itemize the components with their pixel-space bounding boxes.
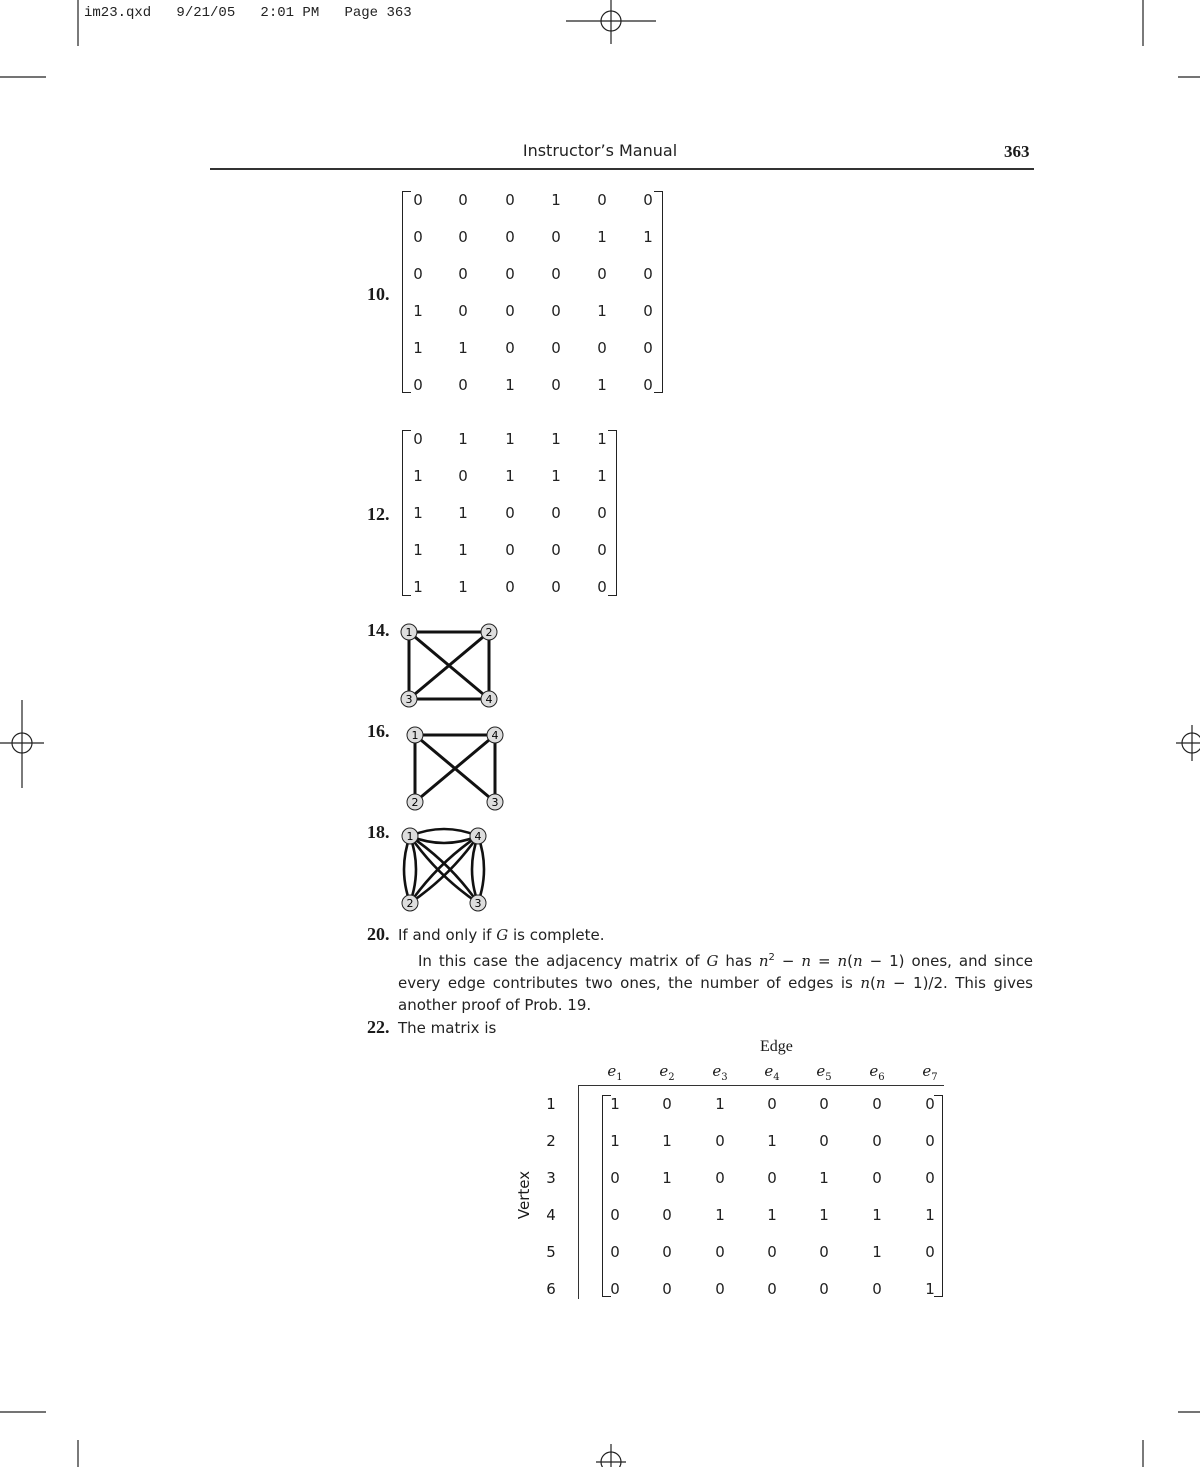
matrix-12-cell: 0 — [458, 467, 468, 485]
incidence-matrix-cell: 0 — [872, 1132, 882, 1150]
matrix-10-cell: 1 — [597, 228, 607, 246]
problem-20-answer — [398, 924, 1038, 946]
graph-14-vertex-2 — [481, 624, 497, 640]
graph-16-vertex-4 — [487, 727, 503, 743]
incidence-matrix-cell: 0 — [610, 1280, 620, 1298]
graph-16-vertex-4-label: 4 — [491, 729, 499, 742]
vertex-row-label: 1 — [546, 1095, 556, 1113]
incidence-matrix-cell: 1 — [662, 1169, 672, 1187]
matrix-12-cell: 0 — [597, 504, 607, 522]
graph-18-edge-1-3-b — [410, 836, 478, 903]
edge-index: 4 — [773, 1072, 780, 1083]
p20-t4: n — [758, 952, 769, 970]
matrix-10-cell: 0 — [505, 228, 515, 246]
incidence-matrix-cell: 0 — [662, 1206, 672, 1224]
edge-index: 7 — [931, 1072, 938, 1083]
matrix-12-cell: 1 — [458, 578, 468, 596]
p20-line1-a: If and only if — [398, 926, 497, 944]
incidence-matrix-cell: 0 — [819, 1132, 829, 1150]
matrix-10-cell: 0 — [505, 302, 515, 320]
incidence-matrix-cell: 0 — [925, 1169, 935, 1187]
matrix-10-cell: 0 — [413, 265, 423, 283]
graph-14-vertex-2-label: 2 — [485, 626, 493, 639]
p20-t13: n — [860, 974, 871, 992]
matrix-12-cell: 1 — [505, 467, 515, 485]
p20-t5: 2 — [768, 952, 775, 963]
incidence-matrix-cell: 1 — [925, 1206, 935, 1224]
p20-t10: ( — [847, 952, 854, 970]
incidence-matrix-cell: 0 — [872, 1095, 882, 1113]
p20-t2: G — [706, 952, 719, 970]
incidence-matrix-cell: 0 — [925, 1132, 935, 1150]
incidence-top-rule — [578, 1085, 944, 1086]
graph-18-edge-1-2-b — [410, 836, 416, 903]
graph-14 — [390, 615, 510, 715]
edge-index: 5 — [825, 1072, 832, 1083]
incidence-matrix-cell: 0 — [715, 1280, 725, 1298]
graph-14-vertex-4-label: 4 — [485, 693, 493, 706]
graph-18-vertex-1 — [402, 828, 418, 844]
p20-t15: n — [875, 974, 886, 992]
matrix-22-right-bracket — [934, 1095, 943, 1297]
p20-line1-b: is complete. — [508, 926, 605, 944]
graph-18-edge-4-2-b — [410, 836, 478, 903]
p20-t8: = — [811, 952, 838, 970]
registration-mark-right — [1176, 725, 1200, 761]
matrix-12-cell: 1 — [458, 504, 468, 522]
incidence-matrix-cell: 0 — [715, 1132, 725, 1150]
graph-18-edge-1-3-a — [410, 836, 478, 903]
incidence-matrix-cell: 1 — [767, 1132, 777, 1150]
matrix-10-right-bracket — [654, 191, 663, 393]
graph-18-vertex-4 — [470, 828, 486, 844]
vertex-row-label: 5 — [546, 1243, 556, 1261]
p20-t7: n — [801, 952, 812, 970]
edge-index: 3 — [721, 1072, 728, 1083]
matrix-12-cell: 1 — [597, 467, 607, 485]
incidence-matrix-cell: 0 — [715, 1243, 725, 1261]
edge-column-header — [757, 1062, 787, 1083]
incidence-matrix-cell: 0 — [715, 1169, 725, 1187]
incidence-matrix-cell: 0 — [819, 1243, 829, 1261]
problem-20-explanation — [398, 947, 1033, 1016]
p20-t3: has — [718, 952, 759, 970]
incidence-matrix-cell: 0 — [610, 1169, 620, 1187]
matrix-10-cell: 0 — [551, 228, 561, 246]
graph-18-vertex-3 — [470, 895, 486, 911]
matrix-12-cell: 1 — [551, 430, 561, 448]
incidence-matrix-cell: 0 — [767, 1095, 777, 1113]
matrix-12-cell: 0 — [551, 578, 561, 596]
edge-letter: e — [869, 1062, 879, 1080]
problem-20-label: 20. — [367, 924, 390, 944]
matrix-10-cell: 0 — [551, 376, 561, 394]
vertex-axis-title: Vertex — [515, 1170, 533, 1220]
matrix-10-cell: 1 — [643, 228, 653, 246]
matrix-10-cell: 0 — [413, 228, 423, 246]
vertex-row-label: 4 — [546, 1206, 556, 1224]
graph-16-vertex-1 — [407, 727, 423, 743]
incidence-matrix-cell: 1 — [610, 1132, 620, 1150]
vertex-row-label: 6 — [546, 1280, 556, 1298]
matrix-10-cell: 0 — [458, 228, 468, 246]
edge-letter: e — [764, 1062, 774, 1080]
incidence-matrix-cell: 1 — [819, 1169, 829, 1187]
matrix-10-cell: 0 — [551, 339, 561, 357]
p20-t9: n — [837, 952, 848, 970]
graph-18-edge-4-3-b — [472, 836, 478, 903]
problem-22-intro: The matrix is — [398, 1019, 497, 1037]
matrix-12-cell: 0 — [505, 504, 515, 522]
graph-18 — [390, 818, 500, 918]
matrix-10-cell: 0 — [505, 265, 515, 283]
p20-t11: n — [853, 952, 863, 970]
graph-18-edge-1-4-a — [410, 829, 478, 836]
edge-letter: e — [607, 1062, 617, 1080]
matrix-10-cell: 0 — [458, 191, 468, 209]
incidence-matrix-cell: 0 — [662, 1280, 672, 1298]
problem-14-label: 14. — [367, 620, 390, 640]
graph-16-vertex-2 — [407, 794, 423, 810]
registration-mark-bottom — [596, 1444, 626, 1467]
edge-index: 2 — [668, 1072, 675, 1083]
matrix-10-cell: 0 — [643, 339, 653, 357]
edge-index: 6 — [878, 1072, 885, 1083]
incidence-matrix-cell: 0 — [767, 1243, 777, 1261]
matrix-10-left-bracket — [402, 191, 411, 393]
graph-14-vertex-1-label: 1 — [405, 626, 413, 639]
graph-16-vertex-1-label: 1 — [411, 729, 419, 742]
matrix-12-cell: 1 — [458, 541, 468, 559]
matrix-12-cell: 0 — [597, 578, 607, 596]
incidence-matrix-cell: 1 — [715, 1206, 725, 1224]
registration-mark-top — [566, 0, 656, 44]
matrix-10-cell: 0 — [643, 191, 653, 209]
graph-16-vertex-2-label: 2 — [411, 796, 419, 809]
incidence-matrix-cell: 1 — [715, 1095, 725, 1113]
incidence-matrix-cell: 1 — [872, 1206, 882, 1224]
graph-16 — [395, 718, 515, 818]
incidence-matrix-cell: 1 — [925, 1280, 935, 1298]
incidence-left-rule — [578, 1085, 579, 1299]
graph-18-vertex-2 — [402, 895, 418, 911]
incidence-matrix-cell: 0 — [819, 1280, 829, 1298]
graph-14-vertex-3 — [401, 691, 417, 707]
incidence-matrix-cell: 0 — [662, 1243, 672, 1261]
edge-letter: e — [922, 1062, 932, 1080]
incidence-matrix-cell: 0 — [819, 1095, 829, 1113]
matrix-12-cell: 0 — [597, 541, 607, 559]
graph-18-vertex-4-label: 4 — [474, 830, 482, 843]
graph-14-vertex-1 — [401, 624, 417, 640]
matrix-12-cell: 0 — [413, 430, 423, 448]
incidence-matrix-cell: 0 — [872, 1169, 882, 1187]
edge-letter: e — [816, 1062, 826, 1080]
matrix-12-cell: 1 — [458, 430, 468, 448]
graph-18-vertex-3-label: 3 — [474, 897, 482, 910]
matrix-10-cell: 0 — [597, 265, 607, 283]
incidence-matrix-cell: 0 — [925, 1095, 935, 1113]
incidence-matrix-cell: 1 — [610, 1095, 620, 1113]
matrix-12-cell: 1 — [597, 430, 607, 448]
matrix-10-cell: 1 — [597, 302, 607, 320]
p20-t1: In this case the adjacency matrix of — [418, 952, 707, 970]
incidence-matrix-cell: 0 — [767, 1169, 777, 1187]
vertex-row-label: 2 — [546, 1132, 556, 1150]
matrix-10-cell: 1 — [551, 191, 561, 209]
problem-22-label: 22. — [367, 1017, 390, 1037]
incidence-matrix-cell: 1 — [872, 1243, 882, 1261]
matrix-12-cell: 1 — [413, 578, 423, 596]
p20-t6: − — [774, 952, 802, 970]
matrix-10-cell: 1 — [413, 302, 423, 320]
print-slug: im23.qxd 9/21/05 2:01 PM Page 363 — [84, 5, 412, 21]
graph-16-vertex-3-label: 3 — [491, 796, 499, 809]
edge-column-header — [652, 1062, 682, 1083]
edge-column-header — [862, 1062, 892, 1083]
matrix-10-cell: 0 — [505, 339, 515, 357]
matrix-10-cell: 0 — [643, 302, 653, 320]
matrix-12-cell: 0 — [551, 541, 561, 559]
edge-index: 1 — [616, 1072, 623, 1083]
matrix-10-cell: 0 — [551, 302, 561, 320]
running-head: Instructor’s Manual — [522, 141, 678, 160]
graph-16-edges — [415, 735, 495, 802]
incidence-matrix-cell: 0 — [872, 1280, 882, 1298]
matrix-10-cell: 0 — [597, 191, 607, 209]
matrix-12-cell: 1 — [505, 430, 515, 448]
matrix-10-cell: 1 — [413, 339, 423, 357]
graph-14-vertex-4 — [481, 691, 497, 707]
p20-t12: − 1) ones, and since every edge contributes two ones, the number of edges is — [398, 952, 1034, 992]
incidence-matrix-cell: 1 — [819, 1206, 829, 1224]
graph-18-edge-1-2-a — [404, 836, 410, 903]
graph-18-vertex-1-label: 1 — [406, 830, 414, 843]
p20-line1-var: G — [496, 926, 509, 944]
incidence-matrix-cell: 1 — [662, 1132, 672, 1150]
incidence-matrix-cell: 1 — [767, 1206, 777, 1224]
graph-16-vertex-3 — [487, 794, 503, 810]
matrix-12-cell: 0 — [505, 578, 515, 596]
graph-18-edge-4-3-a — [478, 836, 484, 903]
matrix-12-cell: 1 — [413, 467, 423, 485]
header-rule — [210, 168, 1034, 170]
incidence-matrix-cell: 0 — [662, 1095, 672, 1113]
graph-18-edge-4-2-a — [410, 836, 478, 903]
edge-column-header — [915, 1062, 945, 1083]
incidence-matrix-cell: 0 — [767, 1280, 777, 1298]
matrix-10-cell: 0 — [413, 376, 423, 394]
problem-16-label: 16. — [367, 721, 390, 741]
matrix-12-cell: 1 — [413, 541, 423, 559]
matrix-10-cell: 0 — [597, 339, 607, 357]
edge-column-header — [809, 1062, 839, 1083]
edge-letter: e — [659, 1062, 669, 1080]
matrix-10-cell: 1 — [458, 339, 468, 357]
matrix-10-cell: 1 — [505, 376, 515, 394]
matrix-12-cell: 0 — [551, 504, 561, 522]
matrix-10-cell: 0 — [458, 265, 468, 283]
incidence-matrix-cell: 0 — [610, 1243, 620, 1261]
matrix-10-cell: 0 — [413, 191, 423, 209]
page-number: 363 — [1004, 142, 1030, 161]
matrix-10-cell: 0 — [458, 302, 468, 320]
graph-14-edges — [409, 632, 489, 699]
matrix-10-cell: 0 — [643, 376, 653, 394]
matrix-10-cell: 1 — [597, 376, 607, 394]
edge-axis-title: Edge — [760, 1038, 793, 1055]
matrix-12-cell: 1 — [551, 467, 561, 485]
problem-18-label: 18. — [367, 822, 390, 842]
p20-t16: − 1)/2. This gives another proof of Prob. 19. — [398, 974, 1033, 1014]
problem-12-label: 12. — [367, 504, 390, 524]
edge-column-header — [705, 1062, 735, 1083]
graph-18-vertex-2-label: 2 — [406, 897, 414, 910]
matrix-12-cell: 1 — [413, 504, 423, 522]
matrix-22-left-bracket — [602, 1095, 611, 1297]
matrix-10-cell: 0 — [505, 191, 515, 209]
problem-10-label: 10. — [367, 284, 390, 304]
p20-t14: ( — [870, 974, 876, 992]
edge-letter: e — [712, 1062, 722, 1080]
incidence-matrix-cell: 0 — [610, 1206, 620, 1224]
incidence-matrix-cell: 0 — [925, 1243, 935, 1261]
vertex-row-label: 3 — [546, 1169, 556, 1187]
matrix-12-cell: 0 — [505, 541, 515, 559]
matrix-10-cell: 0 — [458, 376, 468, 394]
graph-14-vertex-3-label: 3 — [405, 693, 413, 706]
edge-column-header — [600, 1062, 630, 1083]
registration-mark-left — [0, 700, 44, 788]
matrix-10-cell: 0 — [551, 265, 561, 283]
matrix-10-cell: 0 — [643, 265, 653, 283]
